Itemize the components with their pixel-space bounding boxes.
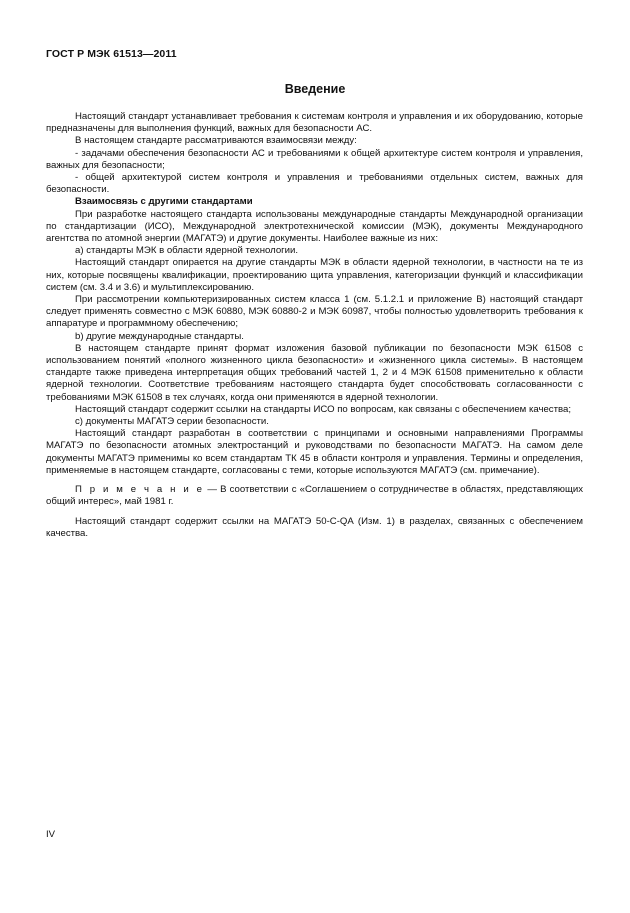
note-text: — В соответствии с «Соглашением о сотрудничестве в областях, представляющих общий интерес», май 1981 г. (46, 484, 584, 508)
paragraph: Настоящий стандарт разработан в соответствии с принципами и основными направлениями Программы МАГАТЭ по безопасности атомных электростанций и руководствами по безопасности МАГАТЭ. На самом деле документы МАГАТЭ применимы ко всем стандартам ТК 45 в области контроля и управления. Термины и определения, применяемые в настоящем стандарте, согласованы с теми, которые используются МАГАТЭ (см. примечание). (46, 428, 583, 476)
list-item: а) стандарты МЭК в области ядерной технологии. (75, 245, 299, 257)
paragraph: При разработке настоящего стандарта использованы международные стандарты Международной организации по стандартизации (ИСО), Международной электротехнической комиссии (МЭК), документы Международного агентства по атомной энергии (МАГАТЭ) и другие документы. Наиболее важные из них: (46, 208, 583, 245)
paragraph: При рассмотрении компьютеризированных систем класса 1 (см. 5.1.2.1 и приложение В) настоящий стандарт следует применять совместно с МЭК 60880, МЭК 60880-2 и МЭК 60987, чтобы полностью удовлетворить требования к аппаратуре и программному обеспечению; (46, 294, 583, 330)
page-number: IV (46, 829, 56, 840)
list-item: - общей архитектурой систем контроля и управления и требованиями отдельных систем, важных для безопасности. (46, 172, 583, 196)
paragraph: В настоящем стандарте рассматриваются взаимосвязи между: (75, 135, 357, 147)
paragraph: Настоящий стандарт устанавливает требования к системам контроля и управления и их оборудованию, которые предназначены для выполнения функций, важных для безопасности АС. (46, 111, 583, 135)
list-item: b) другие международные стандарты. (75, 330, 244, 342)
note (46, 484, 583, 508)
note-label: П р и м е ч а н и е (75, 484, 205, 496)
standard-header: ГОСТ Р МЭК 61513—2011 (46, 48, 177, 60)
subsection-heading: Взаимосвязь с другими стандартами (75, 196, 253, 208)
introduction-body (46, 111, 583, 540)
section-title: Введение (284, 82, 346, 96)
paragraph: В настоящем стандарте принят формат изложения базовой публикации по безопасности МЭК 61508 с использованием понятий «полного жизненного цикла безопасности» и «жизненного цикла системы». В настоящем стандарте также приведена интерпретация общих требований частей 1, 2 и 4 МЭК 61508 применительно к области ядерной технологии. Соответствие требованиям настоящего стандарта будет способствовать согласованности с требованиями МЭК 61508 в тех случаях, когда они применяются в ядерной технологии. (46, 342, 583, 403)
paragraph: Настоящий стандарт содержит ссылки на стандарты ИСО по вопросам, как связаны с обеспечением качества; (75, 403, 571, 415)
list-item: - задачами обеспечения безопасности АС и требованиями к общей архитектуре систем контроля и управления, важных для безопасности; (46, 147, 583, 171)
list-item: с) документы МАГАТЭ серии безопасности. (75, 416, 269, 428)
paragraph: Настоящий стандарт опирается на другие стандарты МЭК в области ядерной технологии, в частности на те из них, которые посвящены квалификации, проектированию щита управления, категоризации функций и классификации систем (см. 3.4 и 3.6) и мультиплексированию. (46, 257, 583, 293)
paragraph: Настоящий стандарт содержит ссылки на МАГАТЭ 50-C-QA (Изм. 1) в разделах, связанных с обеспечением качества. (46, 515, 583, 539)
